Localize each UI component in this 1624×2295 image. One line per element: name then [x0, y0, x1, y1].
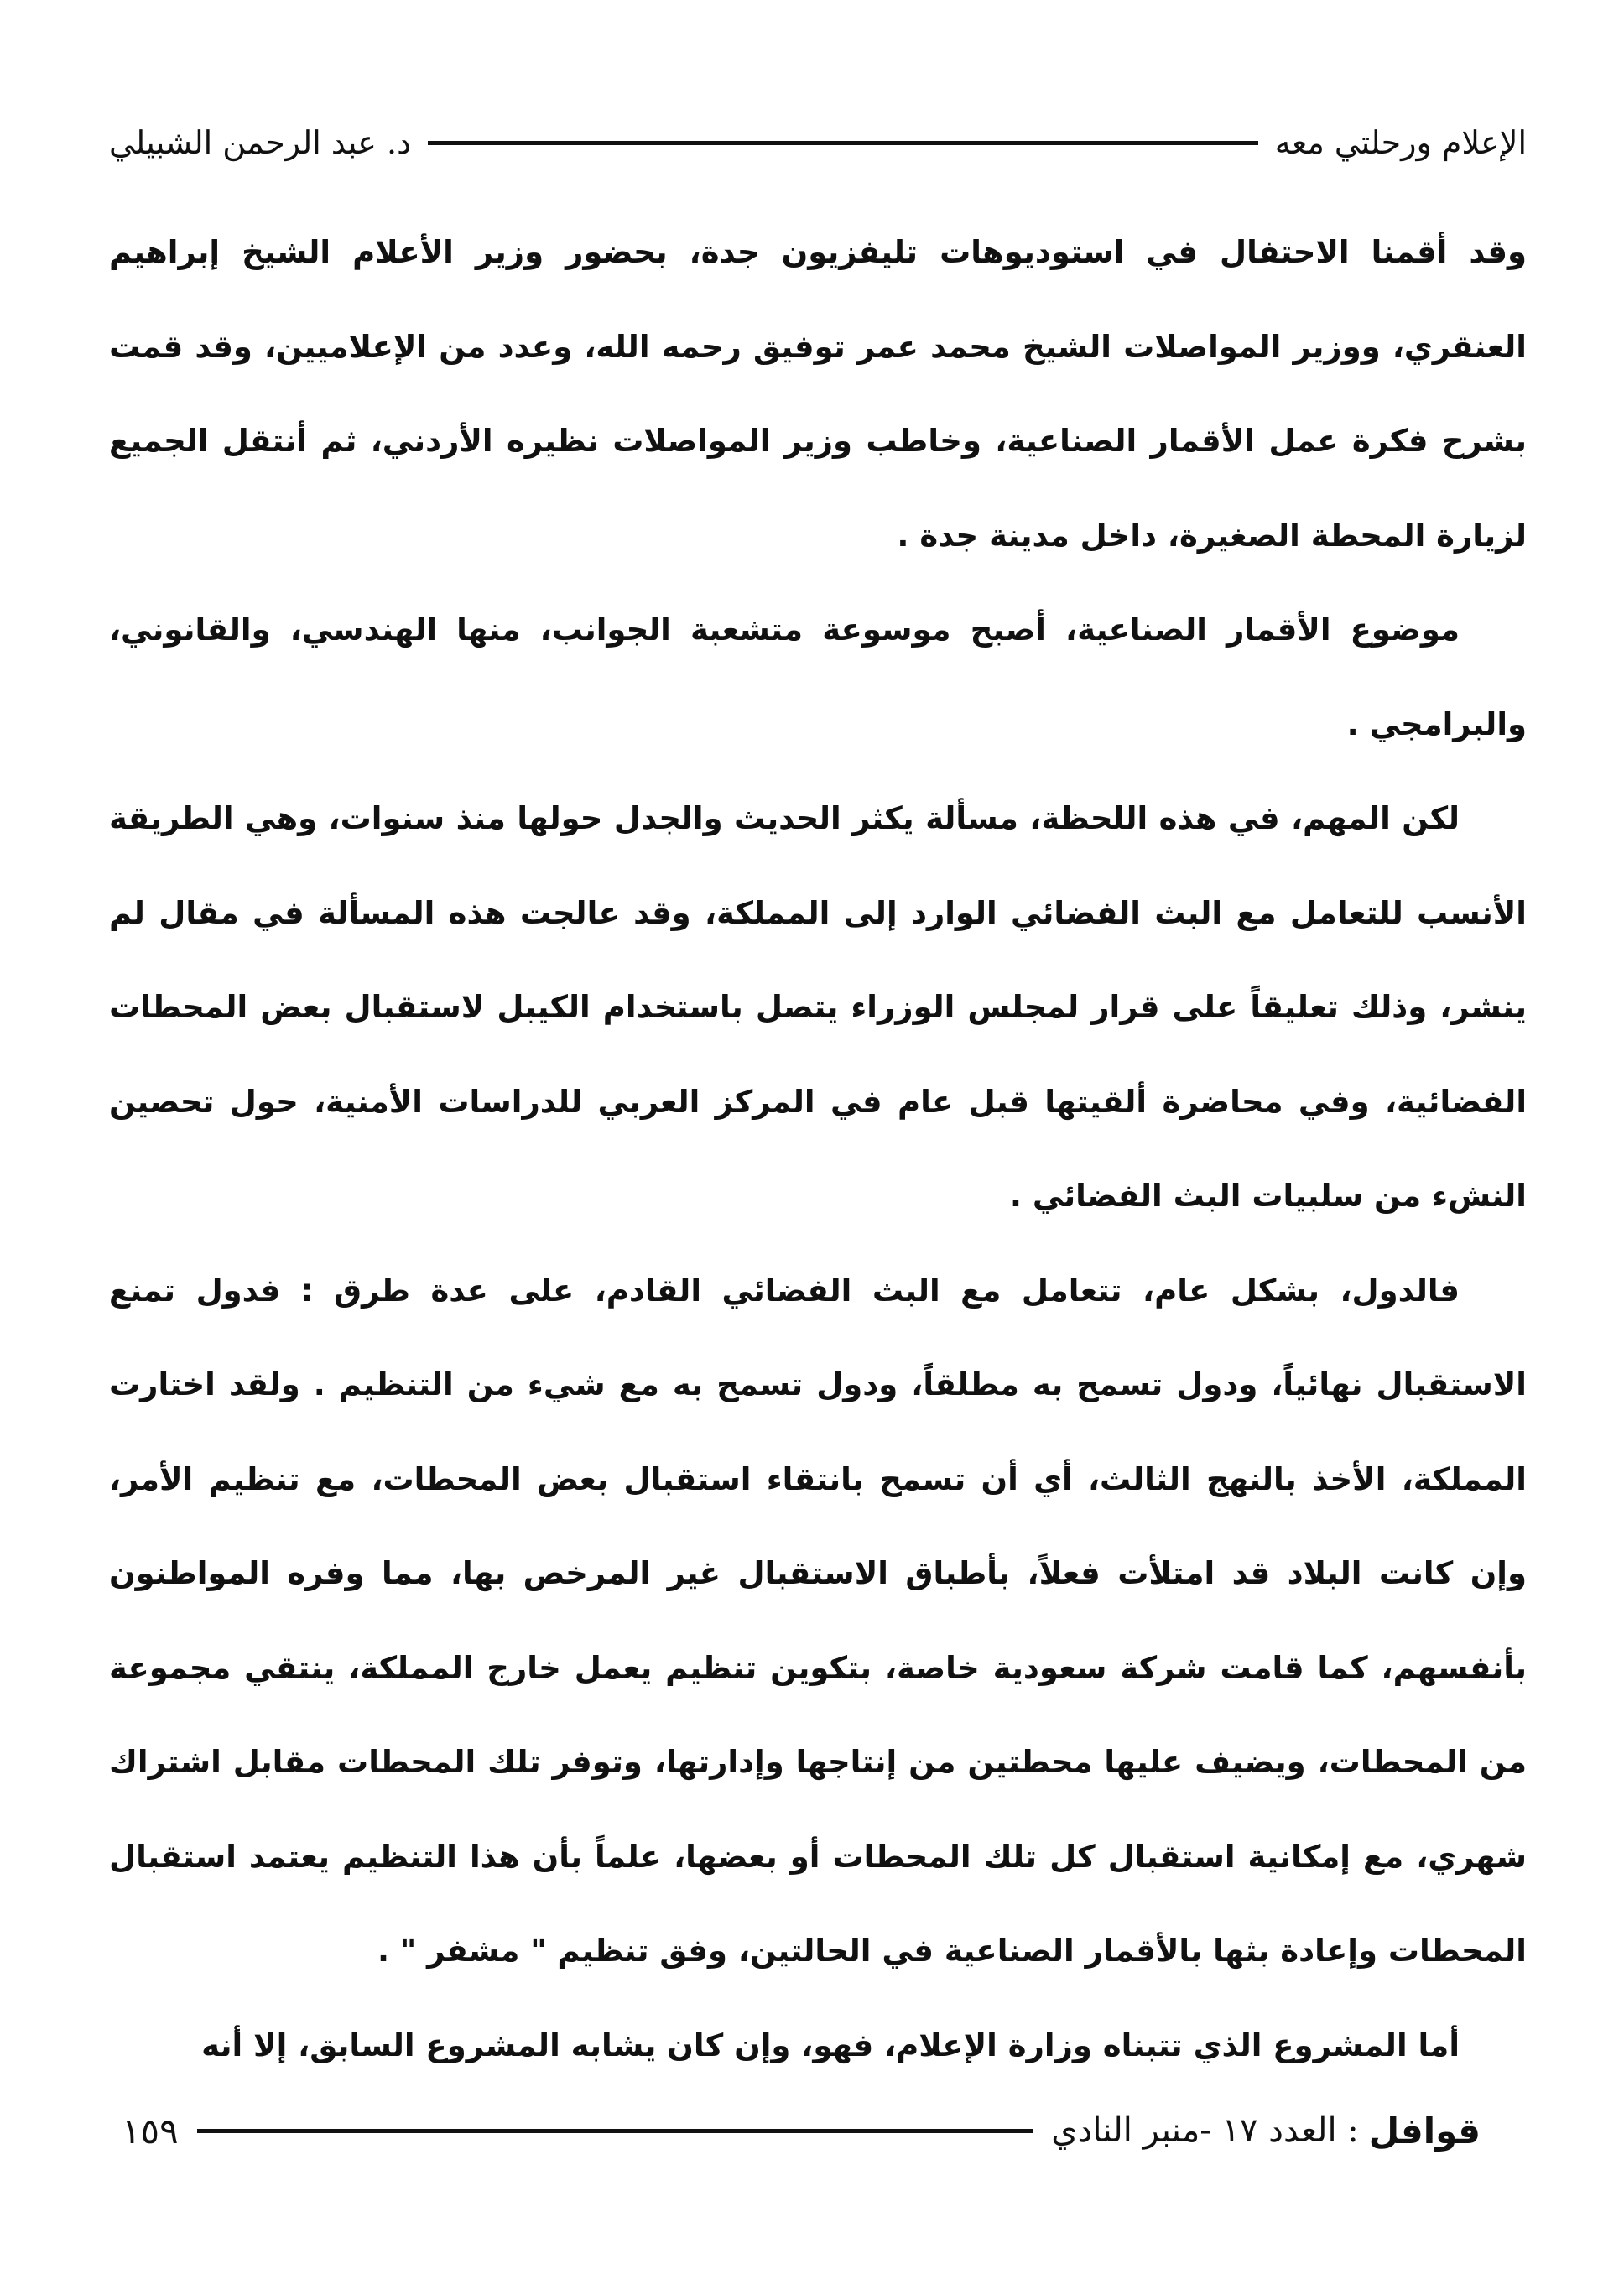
paragraph-3: لكن المهم، في هذه اللحظة، مسألة يكثر الحديث والجدل حولها منذ سنوات، وهي الطريقة الأنسب للتعامل مع البث الفضائي الوارد إلى المملكة، وقد عالجت هذه المسألة في مقال لم ينشر، وذلك تعليقاً على قرار لمجلس الوزراء يتصل باستخدام الكيبل لاستقبال بعض المحطات الفضائية، وفي محاضرة ألقيتها قبل عام في المركز العربي للدراسات الأمنية، حول تحصين النشء من سلبيات البث الفضائي .	[109, 800, 1527, 1214]
paragraph-5: أما المشروع الذي تتبناه وزارة الإعلام، فهو، وإن كان يشابه المشروع السابق، إلا أنه	[201, 2027, 1460, 2063]
page-number: ١٥٩	[122, 2110, 179, 2152]
body-text	[109, 206, 1527, 2093]
footer-issue: : العدد ١٧ -منبر النادي	[1051, 2111, 1359, 2150]
header-author: د. عبد الرحمن الشبيلي	[109, 124, 412, 161]
header-rule	[428, 141, 1258, 145]
footer-brand: قوافل	[1368, 2110, 1481, 2152]
page-footer	[122, 2101, 1481, 2160]
header-title: الإعلام ورحلتي معه	[1274, 124, 1527, 161]
paragraph-1: وقد أقمنا الاحتفال في استوديوهات تليفزيون جدة، بحضور وزير الأعلام الشيخ إبراهيم العنقري، ووزير المواصلات الشيخ محمد عمر توفيق رحمه الله، وعدد من الإعلاميين، وقد قمت بشرح فكرة عمل الأقمار الصناعية، وخاطب وزير المواصلات نظيره الأردني، ثم أنتقل الجميع لزيارة المحطة الصغيرة، داخل مدينة جدة .	[109, 234, 1527, 554]
paragraph-4: فالدول، بشكل عام، تتعامل مع البث الفضائي القادم، على عدة طرق : فدول تمنع الاستقبال نهائياً، ودول تسمح به مطلقاً، ودول تسمح به مع شيء من التنظيم . ولقد اختارت المملكة، الأخذ بالنهج الثالث، أي أن تسمح بانتقاء استقبال بعض المحطات، مع تنظيم الأمر، وإن كانت البلاد قد امتلأت فعلاً، بأطباق الاستقبال غير المرخص بها، مما وفره المواطنون بأنفسهم، كما قامت شركة سعودية خاصة، بتكوين تنظيم يعمل خارج المملكة، ينتقي مجموعة من المحطات، ويضيف عليها محطتين من إنتاجها وإدارتها، وتوفر تلك المحطات مقابل اشتراك شهري، مع إمكانية استقبال كل تلك المحطات أو بعضها، علماً بأن هذا التنظيم يعتمد استقبال المحطات وإعادة بثها بالأقمار الصناعية في الحالتين، وفق تنظيم " مشفر " .	[109, 1272, 1527, 1969]
paragraph-2: موضوع الأقمار الصناعية، أصبح موسوعة متشعبة الجوانب، منها الهندسي، والقانوني، والبرامجي .	[109, 611, 1527, 742]
footer-rule	[197, 2129, 1033, 2133]
running-header	[109, 117, 1527, 168]
